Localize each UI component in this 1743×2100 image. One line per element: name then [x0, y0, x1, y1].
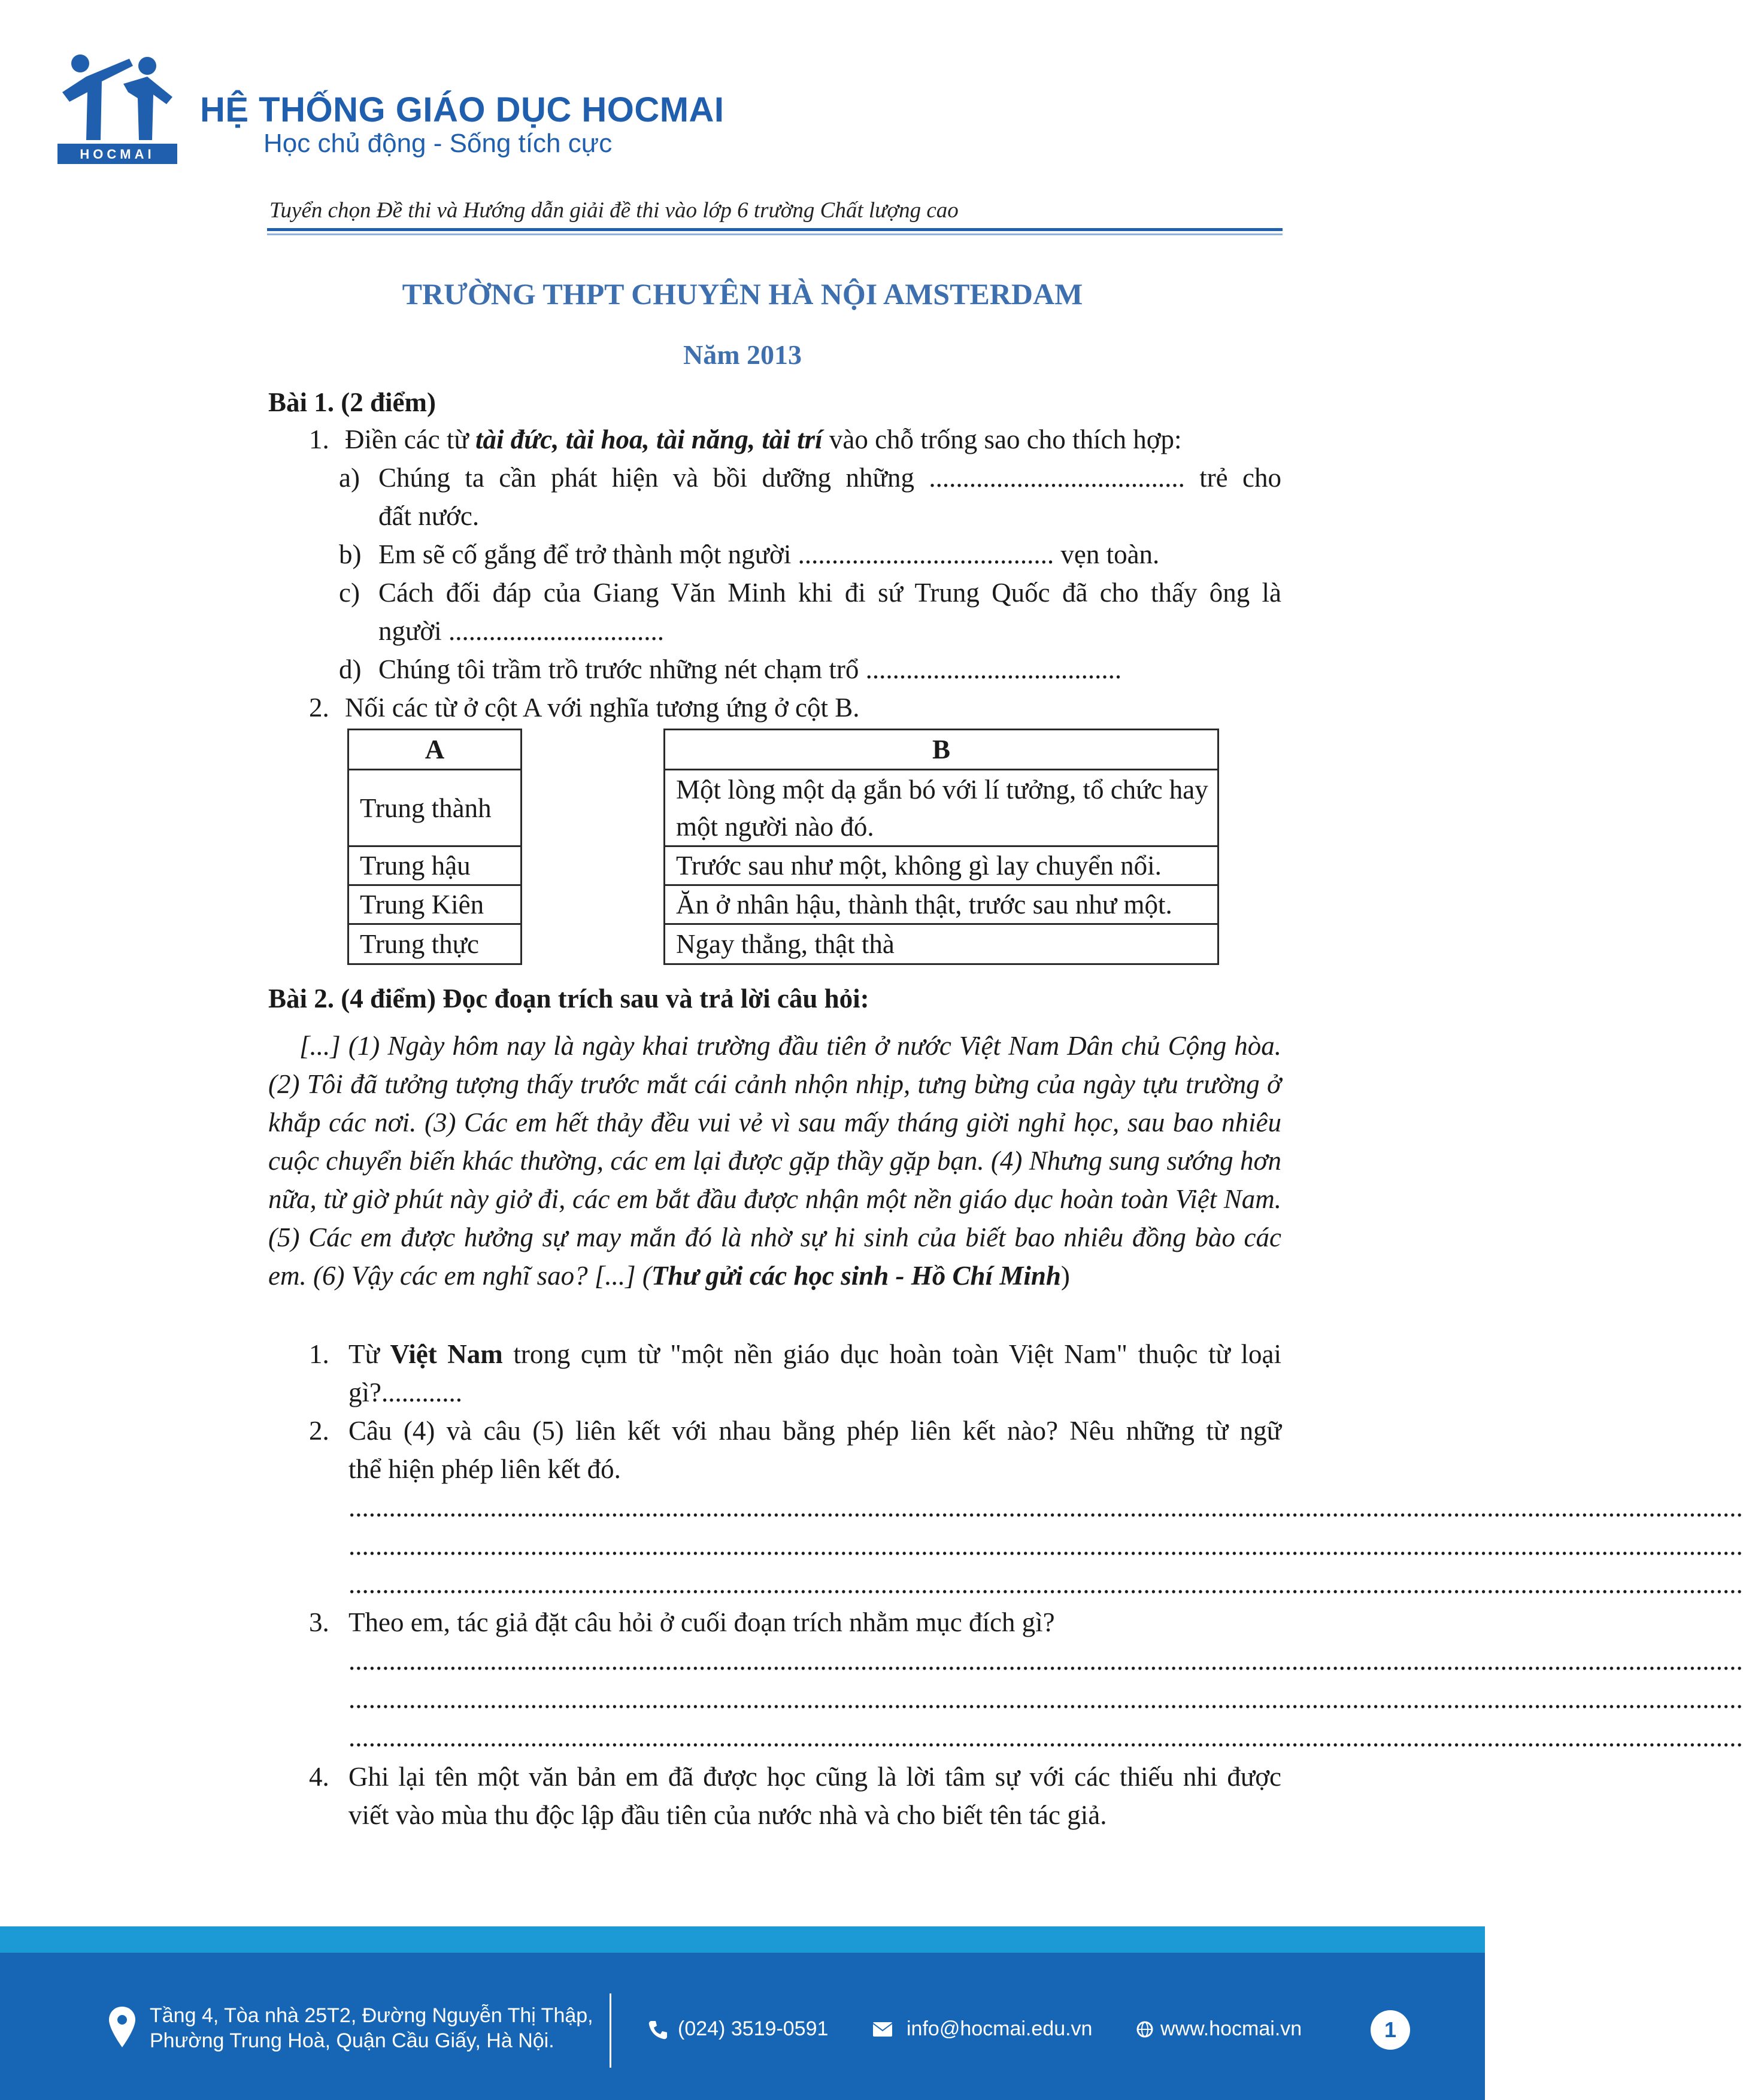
col-a-cell: Trung Kiên — [347, 884, 522, 925]
answer-line: ............................................................................................................................................................................................................... — [348, 1646, 1743, 1676]
bai2-q3-line1: Theo em, tác giả đặt câu hỏi ở cuối đoạn trích nhằm mục đích gì? — [348, 1607, 1055, 1637]
header-rule — [267, 228, 1283, 231]
col-b-cell: Trước sau như một, không gì lay chuyển nổi. — [663, 845, 1219, 886]
bai1-q1-number: 1. — [309, 424, 329, 454]
col-a-cell: Trung thực — [347, 923, 522, 965]
bai2-q1-post: trong cụm từ "một nền giáo dục hoàn toàn Việt Nam" thuộc từ loại — [502, 1339, 1281, 1369]
logo-text: HOCMAI — [80, 147, 155, 162]
answer-line: ............................................................................................................................................................................................................... — [348, 1492, 1743, 1522]
item-d-label: d) — [339, 654, 362, 684]
bai2-q1-pre: Từ — [348, 1339, 390, 1369]
bai1-q2 — [309, 688, 860, 727]
bai2-q1-line2: gì?............ — [348, 1377, 462, 1407]
item-a-label: a) — [339, 463, 360, 493]
bai2-q4-line2: viết vào mùa thu độc lập đầu tiên của nước nhà và cho biết tên tác giả. — [348, 1800, 1107, 1830]
col-b-cell: Ăn ở nhân hậu, thành thật, trước sau như một. — [663, 884, 1219, 925]
answer-line: ............................................................................................................................................................................................................... — [348, 1722, 1743, 1752]
bai2-q4-line1: Ghi lại tên một văn bản em đã được học cũng là lời tâm sự với các thiếu nhi được — [348, 1762, 1281, 1792]
footer-phone[interactable]: (024) 3519-0591 — [678, 2017, 829, 2040]
phone-icon — [647, 2019, 669, 2041]
bai1-q1-pre: Điền các từ — [345, 424, 476, 454]
col-a-cell: Trung hậu — [347, 845, 522, 886]
item-b-label: b) — [339, 539, 362, 569]
footer-divider — [610, 1993, 611, 2068]
bai1-q1-words: tài đức, tài hoa, tài năng, tài trí — [475, 424, 823, 454]
col-b-header: B — [663, 729, 1219, 770]
item-c-line1: Cách đối đáp của Giang Văn Minh khi đi sứ Trung Quốc đã cho thấy ông là — [378, 578, 1281, 608]
item-d-line1: Chúng tôi trầm trồ trước những nét chạm trổ ...................................... — [378, 654, 1122, 684]
page-number: 1 — [1371, 2010, 1410, 2050]
globe-icon — [1136, 2021, 1153, 2038]
footer-address-line2: Phường Trung Hoà, Quận Cầu Giấy, Hà Nội. — [150, 2029, 554, 2052]
col-b-cell: Ngay thẳng, thật thà — [663, 923, 1219, 965]
bai2-q3-number: 3. — [309, 1607, 329, 1637]
item-a-line1: Chúng ta cần phát hiện và bồi dưỡng những ...................................... trẻ cho — [378, 463, 1281, 493]
bai2-q1-line1 — [348, 1335, 1281, 1373]
exam-title: TRƯỜNG THPT CHUYÊN HÀ NỘI AMSTERDAM — [402, 277, 1083, 311]
bai1-q1 — [309, 420, 1182, 459]
col-a-cell: Trung thành — [347, 769, 522, 847]
header-rule-light — [267, 233, 1283, 235]
item-c-line2: người ................................ — [378, 616, 664, 646]
bai1-q1-post: vào chỗ trống sao cho thích hợp: — [822, 424, 1182, 454]
footer-address-line1: Tầng 4, Tòa nhà 25T2, Đường Nguyễn Thị Thập, — [150, 2004, 593, 2027]
bai1-q2-number: 2. — [309, 693, 329, 723]
answer-line: ............................................................................................................................................................................................................... — [348, 1569, 1743, 1599]
bai1-heading: Bài 1. (2 điểm) — [268, 387, 436, 417]
series-title: Tuyển chọn Đề thi và Hướng dẫn giải đề thi vào lớp 6 trường Chất lượng cao — [269, 198, 959, 223]
bai2-q2-number: 2. — [309, 1416, 329, 1446]
footer-website[interactable]: www.hocmai.vn — [1160, 2017, 1302, 2040]
footer-email[interactable]: info@hocmai.edu.vn — [907, 2017, 1093, 2040]
item-c-label: c) — [339, 578, 360, 608]
location-pin-icon — [108, 2005, 137, 2049]
col-a-header: A — [347, 729, 522, 770]
answer-line: ............................................................................................................................................................................................................... — [348, 1684, 1743, 1714]
item-a-line2: đất nước. — [378, 501, 480, 531]
bai2-q4-number: 4. — [309, 1762, 329, 1792]
brand-slogan: Học chủ động - Sống tích cực — [263, 129, 613, 158]
bai2-q2-line2: thể hiện phép liên kết đó. — [348, 1454, 621, 1484]
bai2-q2-line1: Câu (4) và câu (5) liên kết với nhau bằng phép liên kết nào? Nêu những từ ngữ — [348, 1416, 1281, 1446]
reading-passage — [268, 1027, 1281, 1295]
brand-name: HỆ THỐNG GIÁO DỤC HOCMAI — [200, 90, 725, 129]
answer-line: ............................................................................................................................................................................................................... — [348, 1531, 1743, 1561]
bai1-q2-text: Nối các từ ở cột A với nghĩa tương ứng ở cột B. — [345, 693, 860, 723]
passage-text: [...] (1) Ngày hôm nay là ngày khai trường đầu tiên ở nước Việt Nam Dân chủ Cộng hòa. (2) Tôi đã tưởng tượng thấy trước mắt cái cảnh nhộn nhịp, tưng bừng của ngày tựu trường ở khắp các nơi. (3) Các em hết thảy đều vui vẻ vì sau mấy tháng giời nghỉ học, sau bao nhiêu cuộc chuyển biến khác thường, các em lại được gặp thầy gặp bạn. (4) Nhưng sung sướng hơn nữa, từ giờ phút này giở đi, các em bắt đầu được nhận một nền giáo dục hoàn toàn Việt Nam. (5) Các em được hưởng sự may mắn đó là nhờ sự hi sinh của biết bao nhiêu đồng bào các em. (6) Vậy các em nghĩ sao? [...] ( — [268, 1031, 1281, 1291]
col-b-cell: Một lòng một dạ gắn bó với lí tưởng, tổ chức hay một người nào đó. — [663, 769, 1219, 847]
passage-source-close: ) — [1060, 1261, 1070, 1291]
bai2-q1-bold: Việt Nam — [390, 1339, 503, 1369]
item-b-line1: Em sẽ cố gắng để trở thành một người ...................................... vẹn toàn. — [378, 539, 1160, 569]
hocmai-logo — [57, 50, 177, 164]
email-icon — [873, 2022, 892, 2037]
bai2-q1-number: 1. — [309, 1339, 329, 1369]
footer-accent-bar — [0, 1926, 1485, 1953]
exam-year: Năm 2013 — [683, 339, 802, 370]
bai2-heading: Bài 2. (4 điểm) Đọc đoạn trích sau và trả lời câu hỏi: — [268, 984, 869, 1013]
passage-source: Thư gửi các học sinh - Hồ Chí Minh — [651, 1261, 1061, 1291]
